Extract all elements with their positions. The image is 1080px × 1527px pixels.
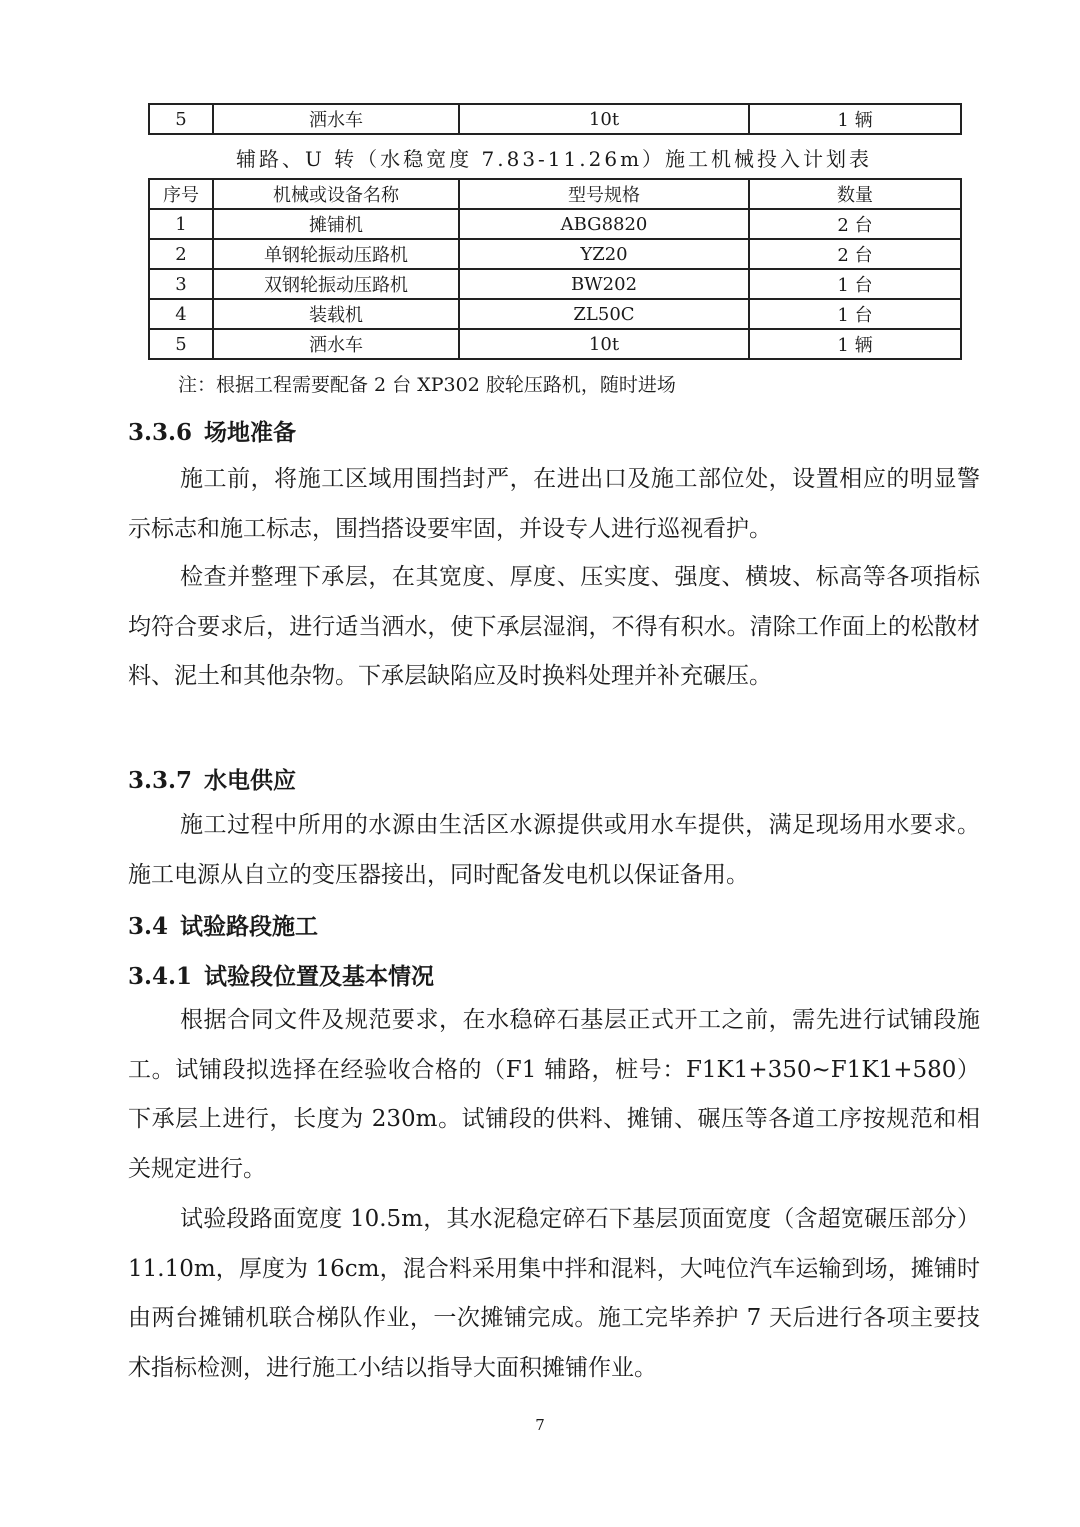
table-cell: 1 台 <box>749 299 961 329</box>
table-row <box>149 239 961 269</box>
table-cell: BW202 <box>459 269 749 299</box>
paragraph: 施工前，将施工区域用围挡封严，在进出口及施工部位处，设置相应的明显警示标志和施工标志，围挡搭设要牢固，并设专人进行巡视看护。 <box>128 466 980 542</box>
section-title: 水电供应 <box>204 767 297 794</box>
table-caption: 辅路、U 转（水稳宽度 7.83-11.26m）施工机械投入计划表 <box>235 147 873 171</box>
column-header: 型号规格 <box>459 179 749 209</box>
section-title: 场地准备 <box>204 419 297 446</box>
table-cell: 装载机 <box>213 299 459 329</box>
table-cell: 双钢轮振动压路机 <box>213 269 459 299</box>
table-cell: 2 台 <box>749 239 961 269</box>
table-cell: 1 辆 <box>749 104 961 134</box>
column-header: 序号 <box>149 179 213 209</box>
section-title: 试验路段施工 <box>180 913 319 940</box>
section-heading-3-4 <box>128 908 318 941</box>
table-cell: 2 台 <box>749 209 961 239</box>
paragraph: 根据合同文件及规范要求，在水稳碎石基层正式开工之前，需先进行试铺段施工。试铺段拟选择在经验收合格的（F1 辅路，桩号：F1K1+350~F1K1+580）下承层上进行，长度为 230m。试铺段的供料、摊铺、碾压等各道工序按规范和相关规定进行。 <box>128 1007 980 1182</box>
table-cell: 3 <box>149 269 213 299</box>
table-header-row <box>149 179 961 209</box>
section-number: 3.4.1 <box>128 963 193 990</box>
equipment-table-continued <box>148 103 962 135</box>
paragraph: 施工过程中所用的水源由生活区水源提供或用水车提供，满足现场用水要求。施工电源从自立的变压器接出，同时配备发电机以保证备用。 <box>128 812 980 888</box>
section-title: 试验段位置及基本情况 <box>204 963 435 990</box>
section-number: 3.3.7 <box>128 767 193 794</box>
section-heading-3-4-1 <box>128 958 434 991</box>
paragraph: 检查并整理下承层，在其宽度、厚度、压实度、强度、横坡、标高等各项指标均符合要求后，进行适当洒水，使下承层湿润，不得有积水。清除工作面上的松散材料、泥土和其他杂物。下承层缺陷应及时换料处理并补充碾压。 <box>128 564 980 689</box>
section-number: 3.4 <box>128 913 169 940</box>
table-cell: 4 <box>149 299 213 329</box>
section-number: 3.3.6 <box>128 419 193 446</box>
table-cell: 10t <box>459 104 749 134</box>
equipment-plan-table <box>148 178 962 360</box>
table-cell: 5 <box>149 329 213 359</box>
table-cell: 1 台 <box>749 269 961 299</box>
table-cell: ABG8820 <box>459 209 749 239</box>
table-cell: ZL50C <box>459 299 749 329</box>
paragraph: 试验段路面宽度 10.5m，其水泥稳定碎石下基层顶面宽度（含超宽碾压部分）11.10m，厚度为 16cm，混合料采用集中拌和混料，大吨位汽车运输到场，摊铺时由两台摊铺机联合梯队作业，一次摊铺完成。施工完毕养护 7 天后进行各项主要技术指标检测，进行施工小结以指导大面积摊铺作业。 <box>128 1206 980 1381</box>
table-cell: 洒水车 <box>213 329 459 359</box>
table-row <box>149 104 961 134</box>
table-cell: 1 辆 <box>749 329 961 359</box>
column-header: 机械或设备名称 <box>213 179 459 209</box>
section-heading-3-3-6 <box>128 414 296 447</box>
table-row <box>149 299 961 329</box>
page-number: 7 <box>535 1416 545 1434</box>
table-cell: 洒水车 <box>213 104 459 134</box>
table-cell: 5 <box>149 104 213 134</box>
table-note: 注：根据工程需要配备 2 台 XP302 胶轮压路机，随时进场 <box>178 374 676 396</box>
table-cell: 2 <box>149 239 213 269</box>
table-row <box>149 329 961 359</box>
table-cell: 10t <box>459 329 749 359</box>
table-cell: 1 <box>149 209 213 239</box>
table-cell: 单钢轮振动压路机 <box>213 239 459 269</box>
section-heading-3-3-7 <box>128 762 296 795</box>
table-row <box>149 209 961 239</box>
table-cell: 摊铺机 <box>213 209 459 239</box>
table-row <box>149 269 961 299</box>
column-header: 数量 <box>749 179 961 209</box>
table-cell: YZ20 <box>459 239 749 269</box>
